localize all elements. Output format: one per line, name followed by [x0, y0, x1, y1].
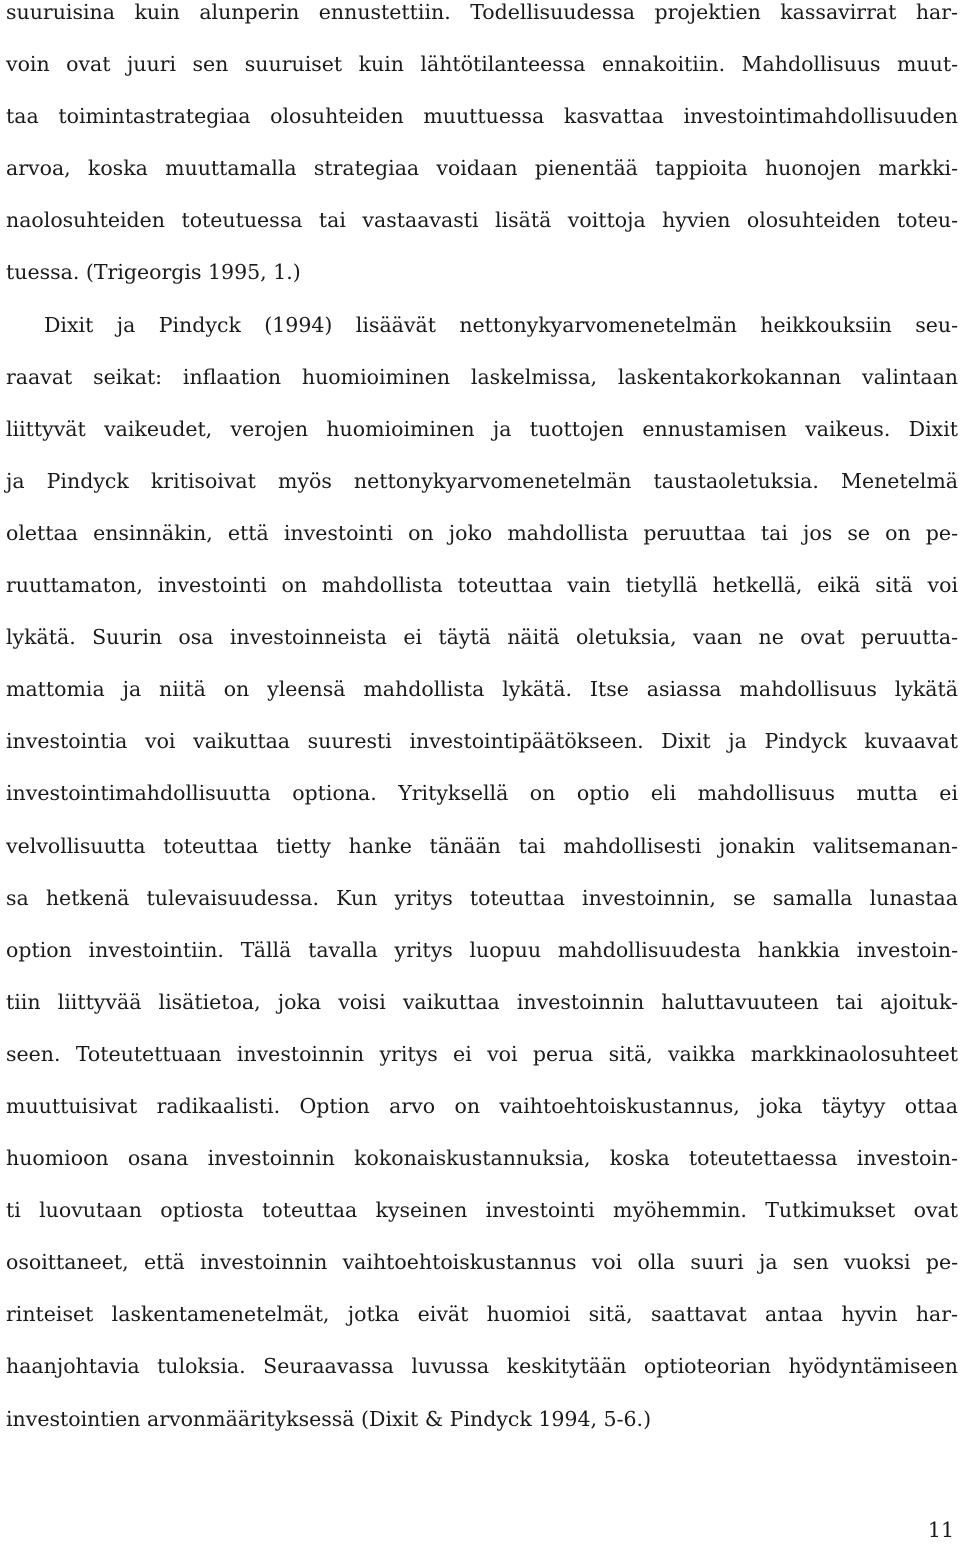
paragraph-2-line-6: ruuttamaton, investointi on mahdollista toteuttaa vain tietyllä hetkellä, eikä sitä voi: [6, 573, 958, 598]
paragraph-2-line-16: muuttuisivat radikaalisti. Option arvo on vaihtoehtoiskustannus, joka täytyy ottaa: [6, 1093, 958, 1118]
paragraph-2-line-13: option investointiin. Tällä tavalla yritys luopuu mahdollisuudesta hankkia investoin-: [6, 937, 958, 962]
paragraph-2-line-22: investointien arvonmäärityksessä (Dixit & Pindyck 1994, 5-6.): [6, 1406, 652, 1431]
paragraph-2-line-4: ja Pindyck kritisoivat myös nettonykyarvomenetelmän taustaoletuksia. Menetelmä: [6, 468, 958, 493]
paragraph-2-line-5: olettaa ensinnäkin, että investointi on joko mahdollista peruuttaa tai jos se on pe-: [6, 520, 958, 545]
paragraph-1-line-2: voin ovat juuri sen suuruiset kuin lähtötilanteessa ennakoitiin. Mahdollisuus muut-: [6, 52, 958, 77]
paragraph-2-line-3: liittyvät vaikeudet, verojen huomioiminen ja tuottojen ennustamisen vaikeus. Dixit: [6, 416, 958, 441]
paragraph-2-line-19: osoittaneet, että investoinnin vaihtoehtoiskustannus voi olla suuri ja sen vuoksi pe-: [6, 1250, 958, 1275]
page-number: 11: [927, 1518, 954, 1542]
paragraph-2-line-15: seen. Toteutettuaan investoinnin yritys ei voi perua sitä, vaikka markkinaolosuhteet: [6, 1041, 958, 1066]
paragraph-1-line-5: naolosuhteiden toteutuessa tai vastaavasti lisätä voittoja hyvien olosuhteiden toteu-: [6, 208, 958, 233]
paragraph-2-line-9: investointia voi vaikuttaa suuresti investointipäätökseen. Dixit ja Pindyck kuvaavat: [6, 729, 958, 754]
paragraph-2-line-12: sa hetkenä tulevaisuudessa. Kun yritys toteuttaa investoinnin, se samalla lunastaa: [6, 885, 958, 910]
paragraph-2-line-14: tiin liittyvää lisätietoa, joka voisi vaikuttaa investoinnin haluttavuuteen tai ajoituk-: [6, 989, 958, 1014]
paragraph-2-line-8: mattomia ja niitä on yleensä mahdollista lykätä. Itse asiassa mahdollisuus lykätä: [6, 677, 958, 702]
paragraph-2-line-21: haanjohtavia tuloksia. Seuraavassa luvussa keskitytään optioteorian hyödyntämiseen: [6, 1354, 958, 1379]
paragraph-2-line-11: velvollisuutta toteuttaa tietty hanke tänään tai mahdollisesti jonakin valitsemanan-: [6, 833, 958, 858]
paragraph-1-line-4: arvoa, koska muuttamalla strategiaa voidaan pienentää tappioita huonojen markki-: [6, 156, 958, 181]
paragraph-2-line-7: lykätä. Suurin osa investoinneista ei täytä näitä oletuksia, vaan ne ovat peruutta-: [6, 625, 958, 650]
paragraph-2-line-1: Dixit ja Pindyck (1994) lisäävät nettonykyarvomenetelmän heikkouksiin seu-: [44, 312, 958, 337]
paragraph-2-line-2: raavat seikat: inflaation huomioiminen laskelmissa, laskentakorkokannan valintaan: [6, 364, 958, 389]
paragraph-2-line-17: huomioon osana investoinnin kokonaiskustannuksia, koska toteutettaessa investoin-: [6, 1146, 958, 1171]
paragraph-1-line-3: taa toimintastrategiaa olosuhteiden muuttuessa kasvattaa investointimahdollisuuden: [6, 104, 958, 129]
paragraph-1-line-6: tuessa. (Trigeorgis 1995, 1.): [6, 260, 301, 285]
paragraph-2-line-10: investointimahdollisuutta optiona. Yrityksellä on optio eli mahdollisuus mutta ei: [6, 781, 958, 806]
paragraph-1-line-1: suuruisina kuin alunperin ennustettiin. Todellisuudessa projektien kassavirrat har-: [6, 0, 958, 24]
paragraph-2-line-20: rinteiset laskentamenetelmät, jotka eivät huomioi sitä, saattavat antaa hyvin har-: [6, 1302, 958, 1327]
paragraph-2-line-18: ti luovutaan optiosta toteuttaa kyseinen investointi myöhemmin. Tutkimukset ovat: [6, 1198, 958, 1223]
body-text: [6, 0, 958, 1445]
